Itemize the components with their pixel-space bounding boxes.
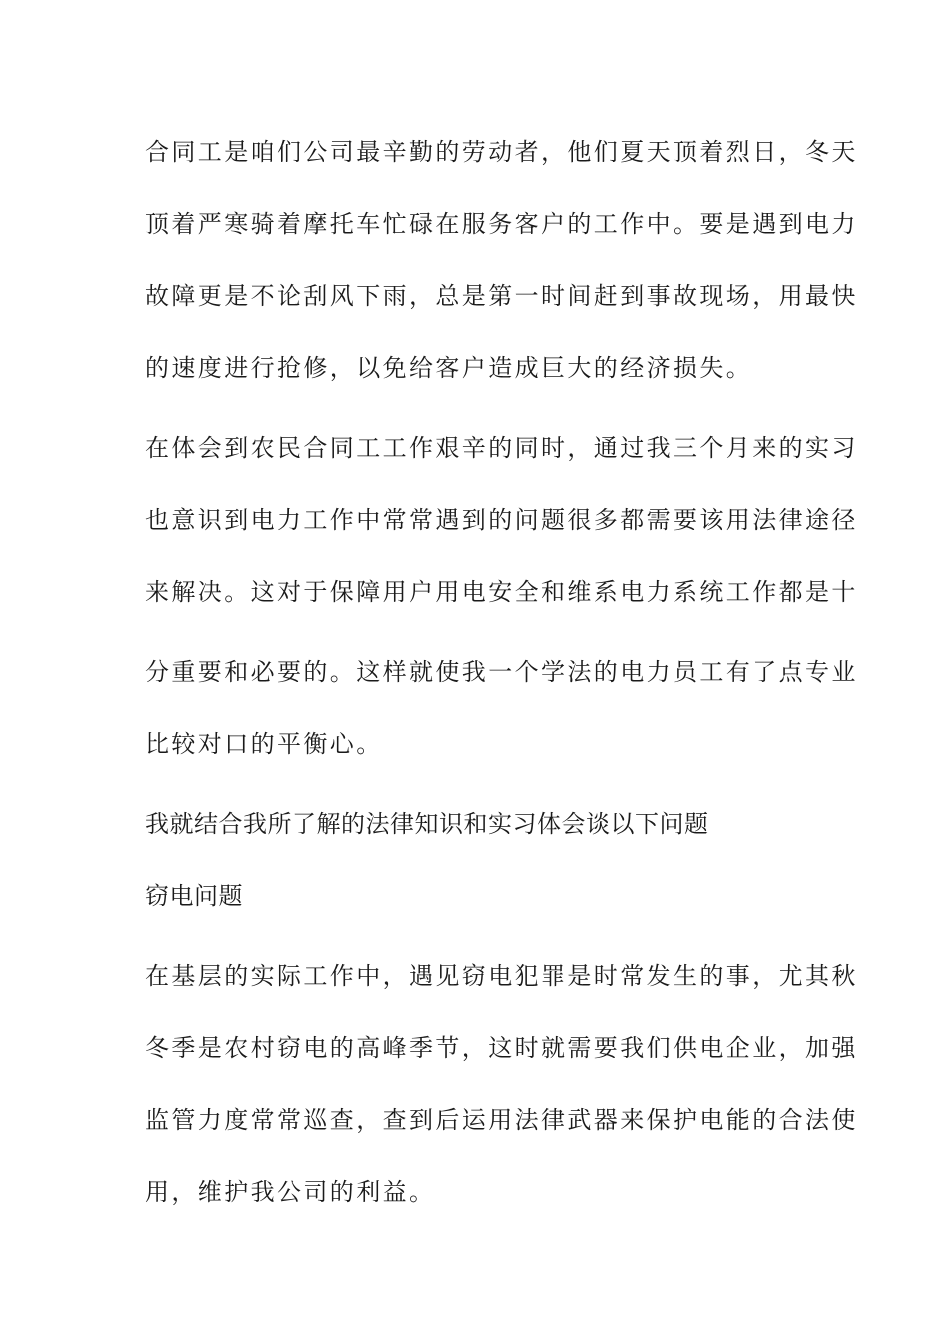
paragraph-line: 的速度进行抢修，以免给客户造成巨大的经济损失。 [145,354,753,382]
paragraph-line: 冬季是农村窃电的高峰季节，这时就需要我们供电企业，加强 [145,1034,858,1062]
paragraph-line: 用，维护我公司的利益。 [145,1178,436,1206]
paragraph-line: 也意识到电力工作中常常遇到的问题很多都需要该用法律途径 [145,506,858,534]
paragraph-line: 合同工是咱们公司最辛勤的劳动者，他们夏天顶着烈日，冬天 [145,138,858,166]
paragraph-line: 监管力度常常巡查，查到后运用法律武器来保护电能的合法使 [145,1106,858,1134]
paragraph-line: 我就结合我所了解的法律知识和实习体会谈以下问题 [145,810,709,838]
paragraph-line: 比较对口的平衡心。 [145,730,383,758]
paragraph-line: 顶着严寒骑着摩托车忙碌在服务客户的工作中。要是遇到电力 [145,210,858,238]
paragraph-line: 在体会到农民合同工工作艰辛的同时，通过我三个月来的实习 [145,434,858,462]
paragraph-line: 分重要和必要的。这样就使我一个学法的电力员工有了点专业 [145,658,858,686]
paragraph-line: 在基层的实际工作中，遇见窃电犯罪是时常发生的事，尤其秋 [145,962,858,990]
paragraph-line: 故障更是不论刮风下雨，总是第一时间赶到事故现场，用最快 [145,282,858,310]
section-heading: 窃电问题 [145,882,243,910]
paragraph-line: 来解决。这对于保障用户用电安全和维系电力系统工作都是十 [145,578,858,606]
